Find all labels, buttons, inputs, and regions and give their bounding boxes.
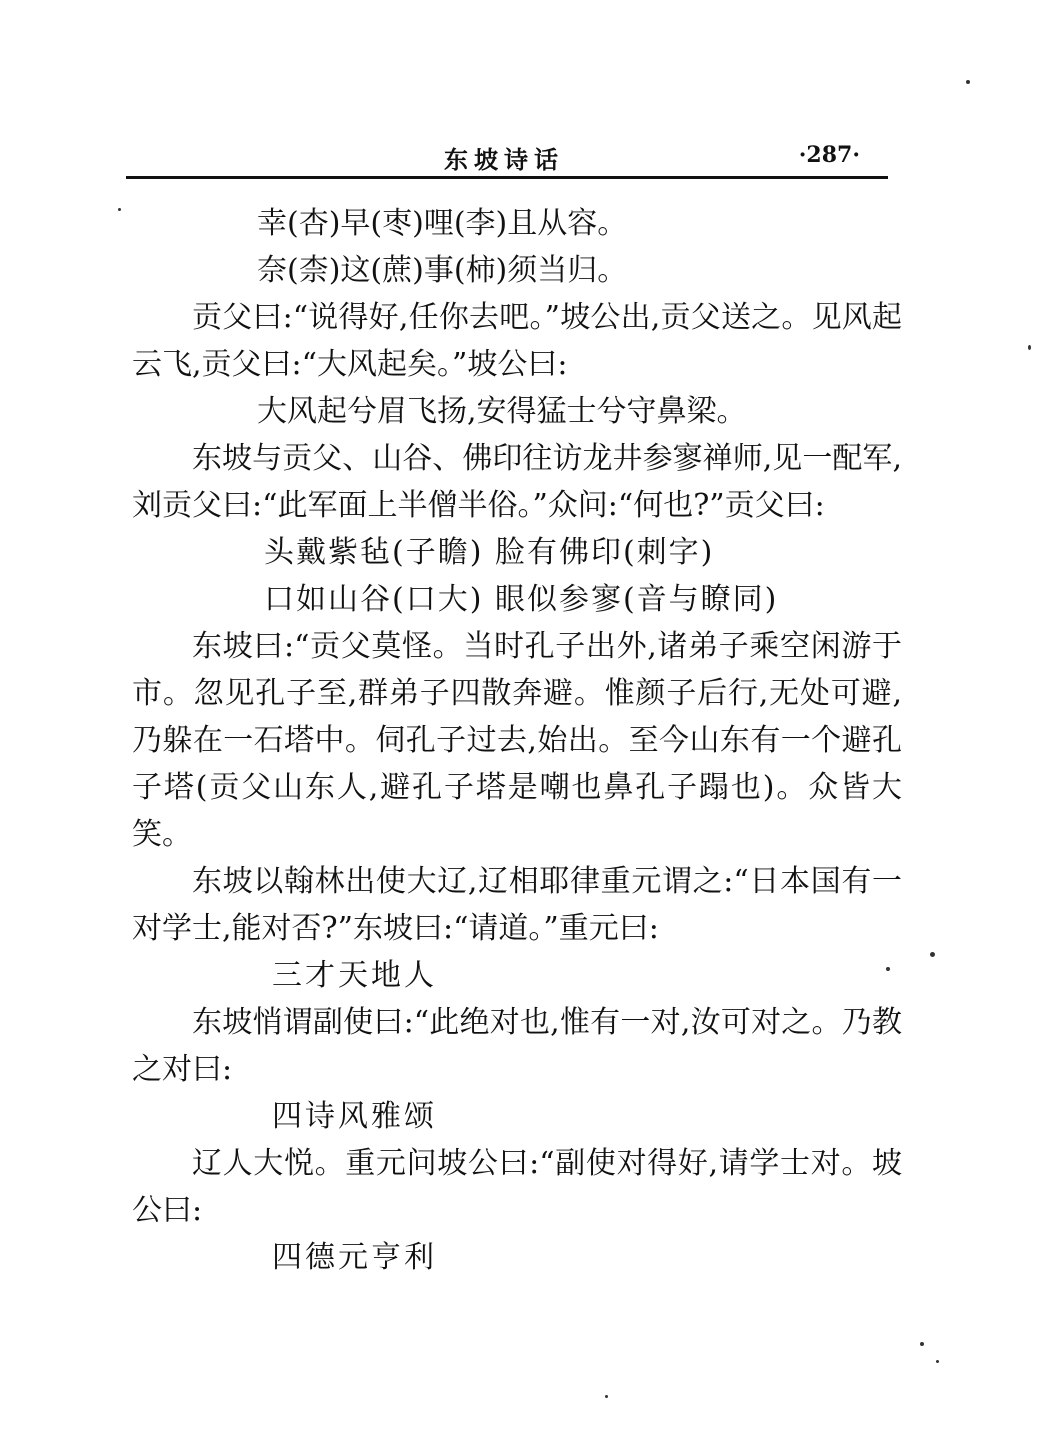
scan-speck (886, 967, 890, 971)
paragraph: 东坡与贡父、山谷、佛印往访龙井参寥禅师,见一配军,刘贡父曰:“此军面上半僧半俗。”众问:“何也?”贡父曰: (132, 441, 902, 523)
scan-speck (118, 208, 121, 211)
verse-line: 奈(柰)这(蔗)事(柿)须当归。 (257, 253, 628, 288)
verse-line: 三才天地人 (272, 958, 437, 993)
verse-line: 大风起兮眉飞扬,安得猛士兮守鼻梁。 (257, 394, 747, 429)
header-rule (126, 176, 888, 179)
paragraph: 东坡悄谓副使曰:“此绝对也,惟有一对,汝可对之。乃教之对曰: (132, 1005, 902, 1087)
verse-line: 幸(杏)早(枣)哩(李)且从容。 (257, 206, 628, 241)
verse-line: 口如山谷(口大) 眼似参寥(音与瞭同) (264, 582, 779, 617)
scan-speck (605, 1395, 608, 1398)
paragraph: 东坡曰:“贡父莫怪。当时孔子出外,诸弟子乘空闲游于市。忽见孔子至,群弟子四散奔避。惟颜子后行,无处可避,乃躲在一石塔中。伺孔子过去,始出。至今山东有一个避孔子塔(贡父山东人,避孔子塔是嘲也鼻孔子蹋也)。众皆大笑。 (132, 629, 902, 852)
page-number: ·287· (798, 142, 860, 168)
scan-speck (936, 1360, 939, 1363)
paragraph: 贡父曰:“说得好,任你去吧。”坡公出,贡父送之。见风起云飞,贡父曰:“大风起矣。”坡公曰: (132, 300, 902, 382)
running-title: 东坡诗话 (444, 145, 564, 174)
paragraph: 辽人大悦。重元问坡公曰:“副使对得好,请学士对。坡公曰: (132, 1146, 902, 1228)
scan-speck (1028, 345, 1031, 350)
scan-speck (920, 1342, 924, 1346)
page-body (132, 200, 902, 1281)
scan-speck (966, 80, 970, 84)
page-header (126, 128, 888, 178)
scan-speck (930, 952, 935, 957)
verse-line: 四德元亨利 (272, 1240, 437, 1275)
verse-line: 四诗风雅颂 (272, 1099, 437, 1134)
paragraph: 东坡以翰林出使大辽,辽相耶律重元谓之:“日本国有一对学士,能对否?”东坡曰:“请道。”重元曰: (132, 864, 902, 946)
verse-line: 头戴紫毡(子瞻) 脸有佛印(刺字) (264, 535, 715, 570)
